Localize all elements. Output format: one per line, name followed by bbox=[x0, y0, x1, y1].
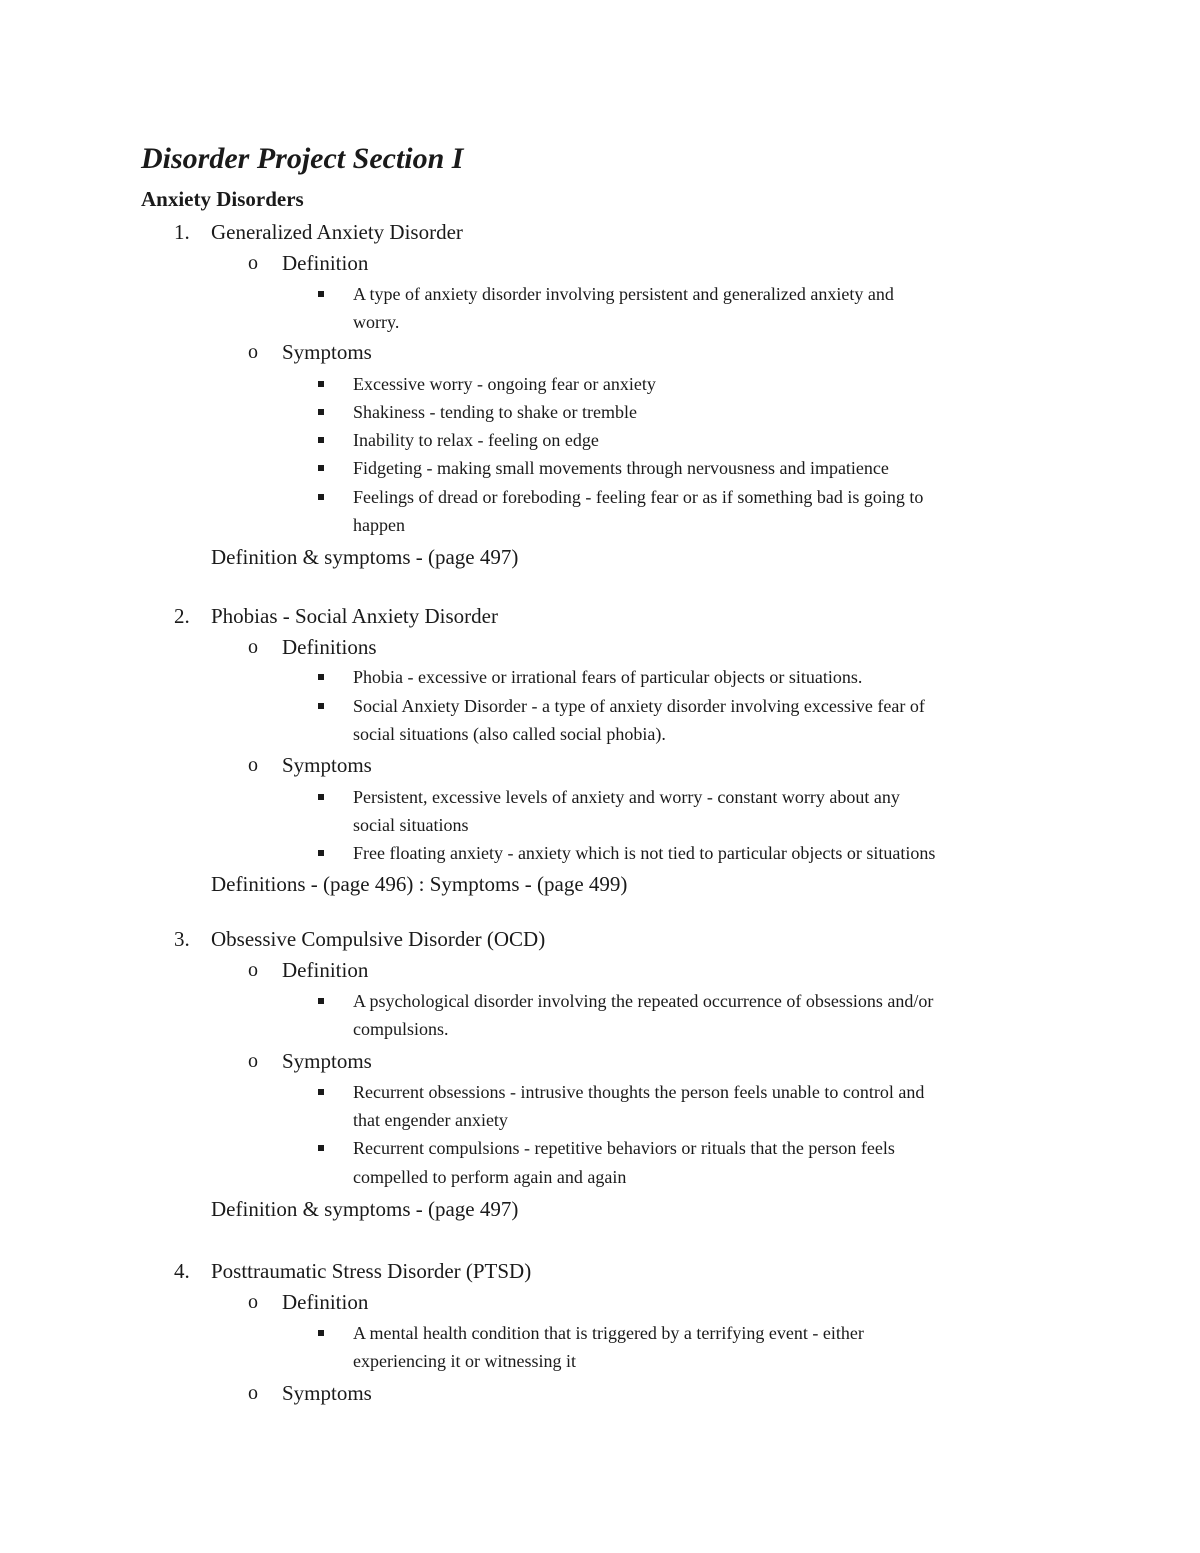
list-number: 3. bbox=[174, 927, 190, 951]
list-item: worry. bbox=[353, 312, 400, 332]
list-item: Fidgeting - making small movements through nervousness and impatience bbox=[353, 458, 889, 478]
list-item: that engender anxiety bbox=[353, 1110, 508, 1130]
square-bullet-icon bbox=[318, 381, 324, 387]
list-item: social situations (also called social phobia). bbox=[353, 724, 666, 744]
hollow-bullet-icon: o bbox=[248, 1382, 258, 1404]
square-bullet-icon bbox=[318, 465, 324, 471]
hollow-bullet-icon: o bbox=[248, 1050, 258, 1072]
hollow-bullet-icon: o bbox=[248, 252, 258, 274]
list-item: Phobia - excessive or irrational fears of particular objects or situations. bbox=[353, 667, 863, 687]
list-item: Feelings of dread or foreboding - feeling fear or as if something bad is going to bbox=[353, 487, 924, 507]
list-item: Recurrent obsessions - intrusive thoughts the person feels unable to control and bbox=[353, 1082, 925, 1102]
group-label: Definition bbox=[282, 958, 369, 982]
hollow-bullet-icon: o bbox=[248, 636, 258, 658]
list-item: Free floating anxiety - anxiety which is not tied to particular objects or situations bbox=[353, 843, 936, 863]
list-item: Excessive worry - ongoing fear or anxiety bbox=[353, 374, 656, 394]
list-item: A mental health condition that is triggered by a terrifying event - either bbox=[353, 1323, 864, 1343]
list-item: Persistent, excessive levels of anxiety and worry - constant worry about any bbox=[353, 787, 900, 807]
list-number: 4. bbox=[174, 1259, 190, 1283]
group-label: Symptoms bbox=[282, 1049, 372, 1073]
list-item: Social Anxiety Disorder - a type of anxiety disorder involving excessive fear of bbox=[353, 696, 925, 716]
square-bullet-icon bbox=[318, 409, 324, 415]
group-label: Symptoms bbox=[282, 753, 372, 777]
list-number: 2. bbox=[174, 604, 190, 628]
group-label: Symptoms bbox=[282, 340, 372, 364]
list-item: Shakiness - tending to shake or tremble bbox=[353, 402, 637, 422]
list-number: 1. bbox=[174, 220, 190, 244]
group-label: Definition bbox=[282, 1290, 369, 1314]
square-bullet-icon bbox=[318, 1330, 324, 1336]
list-item: compulsions. bbox=[353, 1019, 449, 1039]
disorder-name: Generalized Anxiety Disorder bbox=[211, 220, 463, 244]
list-item: happen bbox=[353, 515, 405, 535]
list-item: A type of anxiety disorder involving persistent and generalized anxiety and bbox=[353, 284, 894, 304]
list-item: social situations bbox=[353, 815, 469, 835]
square-bullet-icon bbox=[318, 437, 324, 443]
disorder-name: Posttraumatic Stress Disorder (PTSD) bbox=[211, 1259, 532, 1283]
square-bullet-icon bbox=[318, 291, 324, 297]
group-label: Definitions bbox=[282, 635, 377, 659]
section-subtitle: Anxiety Disorders bbox=[141, 187, 304, 211]
list-item: compelled to perform again and again bbox=[353, 1167, 627, 1187]
hollow-bullet-icon: o bbox=[248, 1291, 258, 1313]
list-item: Inability to relax - feeling on edge bbox=[353, 430, 599, 450]
disorder-name: Obsessive Compulsive Disorder (OCD) bbox=[211, 927, 546, 951]
square-bullet-icon bbox=[318, 850, 324, 856]
list-item: experiencing it or witnessing it bbox=[353, 1351, 576, 1371]
list-item: A psychological disorder involving the repeated occurrence of obsessions and/or bbox=[353, 991, 934, 1011]
square-bullet-icon bbox=[318, 674, 324, 680]
square-bullet-icon bbox=[318, 998, 324, 1004]
page-reference: Definition & symptoms - (page 497) bbox=[211, 545, 519, 569]
disorder-name: Phobias - Social Anxiety Disorder bbox=[211, 604, 498, 628]
page-reference: Definition & symptoms - (page 497) bbox=[211, 1197, 519, 1221]
group-label: Definition bbox=[282, 251, 369, 275]
square-bullet-icon bbox=[318, 1145, 324, 1151]
page-reference: Definitions - (page 496) : Symptoms - (page 499) bbox=[211, 872, 628, 896]
list-item: Recurrent compulsions - repetitive behaviors or rituals that the person feels bbox=[353, 1138, 895, 1158]
group-label: Symptoms bbox=[282, 1381, 372, 1405]
hollow-bullet-icon: o bbox=[248, 959, 258, 981]
square-bullet-icon bbox=[318, 1089, 324, 1095]
square-bullet-icon bbox=[318, 494, 324, 500]
square-bullet-icon bbox=[318, 794, 324, 800]
page-title: Disorder Project Section I bbox=[141, 142, 464, 175]
square-bullet-icon bbox=[318, 703, 324, 709]
hollow-bullet-icon: o bbox=[248, 754, 258, 776]
hollow-bullet-icon: o bbox=[248, 341, 258, 363]
